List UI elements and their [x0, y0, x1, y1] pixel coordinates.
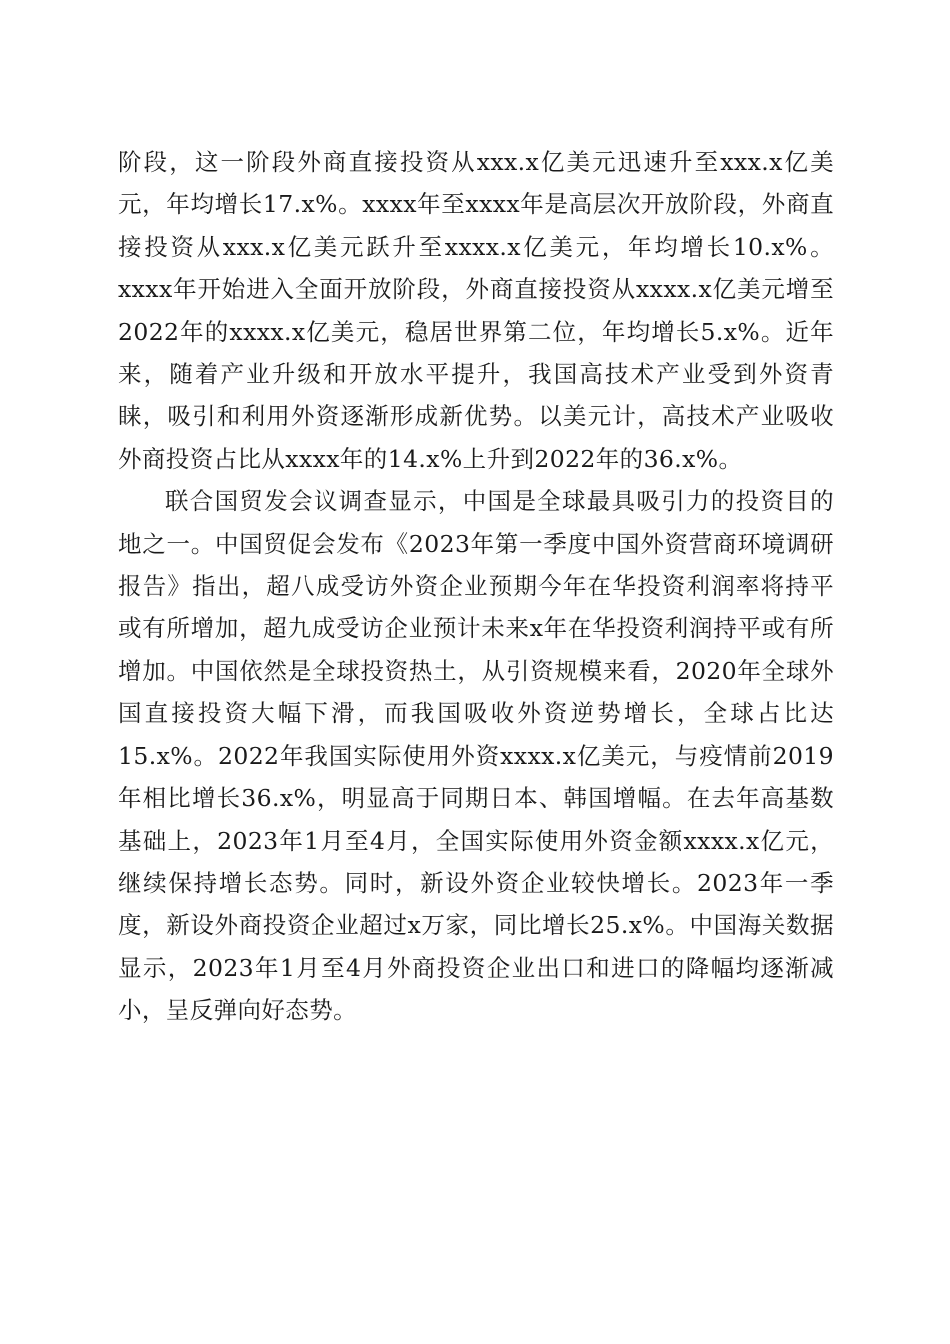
paragraph-continued: 阶段，这一阶段外商直接投资从xxx.x亿美元迅速升至xxx.x亿美元，年均增长17.x%。xxxx年至xxxx年是高层次开放阶段，外商直接投资从xxx.x亿美元跃升至xxxx.x亿美元，年均增长10.x%。xxxx年开始进入全面开放阶段，外商直接投资从xxxx.x亿美元增至2022年的xxxx.x亿美元，稳居世界第二位，年均增长5.x%。近年来，随着产业升级和开放水平提升，我国高技术产业受到外资青睐，吸引和利用外资逐渐形成新优势。以美元计，高技术产业吸收外商投资占比从xxxx年的14.x%上升到2022年的36.x%。 — [118, 148, 834, 473]
document-body — [118, 141, 834, 1032]
paragraph-unctad-survey: 联合国贸发会议调查显示，中国是全球最具吸引力的投资目的地之一。中国贸促会发布《2023年第一季度中国外资营商环境调研报告》指出，超八成受访外资企业预期今年在华投资利润率将持平或有所增加，超九成受访企业预计未来x年在华投资利润持平或有所增加。中国依然是全球投资热土，从引资规模来看，2020年全球外国直接投资大幅下滑，而我国吸收外资逆势增长，全球占比达15.x%。2022年我国实际使用外资xxxx.x亿美元，与疫情前2019年相比增长36.x%，明显高于同期日本、韩国增幅。在去年高基数基础上，2023年1月至4月，全国实际使用外资金额xxxx.x亿元，继续保持增长态势。同时，新设外资企业较快增长。2023年一季度，新设外商投资企业超过x万家，同比增长25.x%。中国海关数据显示，2023年1月至4月外商投资企业出口和进口的降幅均逐渐减小，呈反弹向好态势。 — [118, 487, 834, 1025]
